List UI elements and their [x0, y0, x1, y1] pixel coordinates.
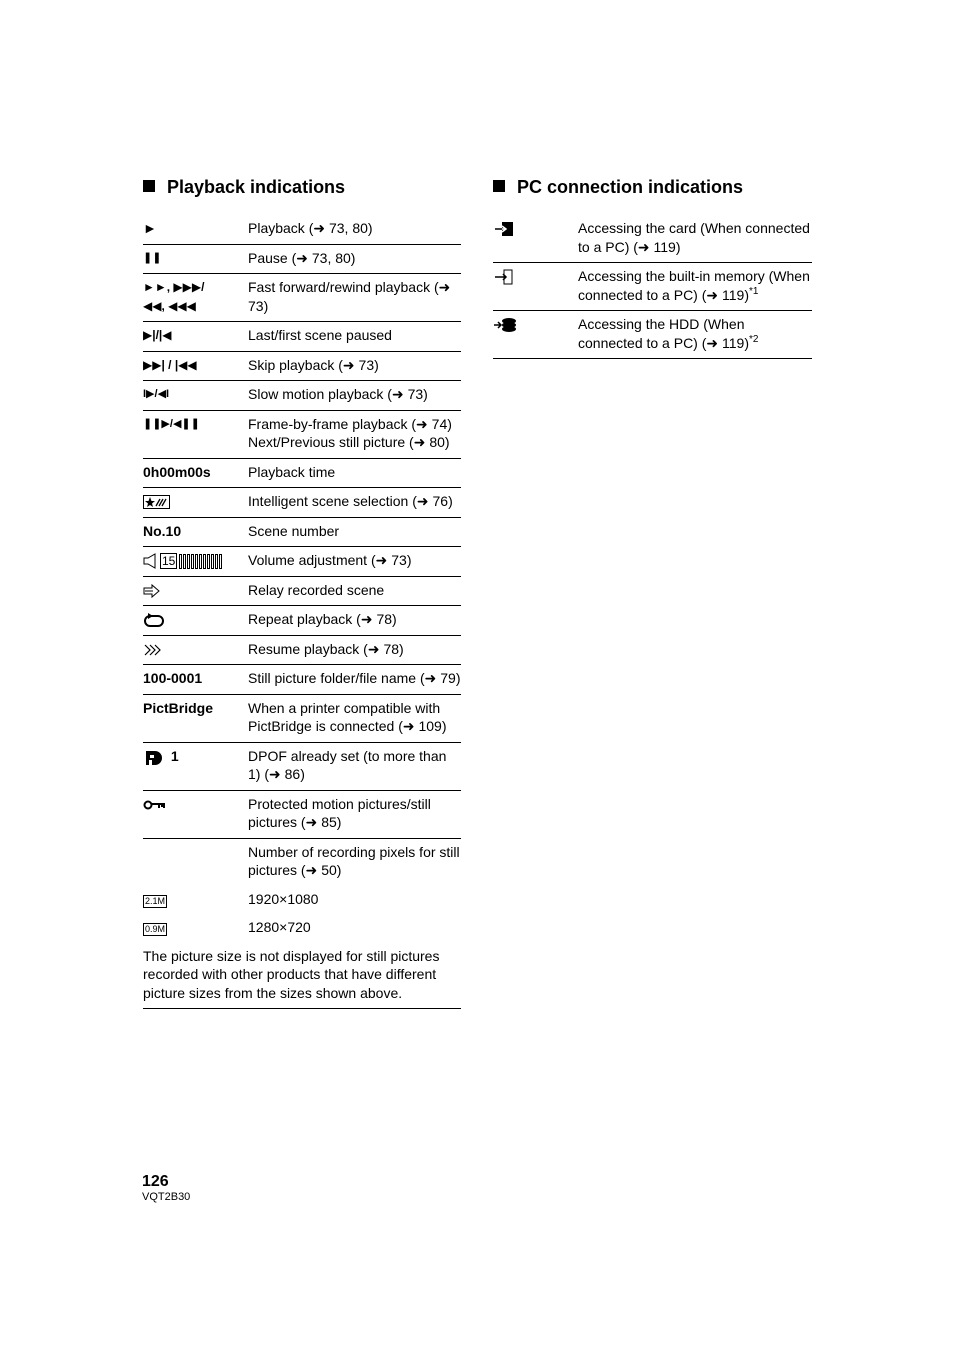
table-row: Intelligent scene selection (➜ 76) — [143, 488, 461, 518]
picture-size-note: The picture size is not displayed for still pictures recorded with other products that have different picture sizes from the sizes shown above. — [143, 943, 461, 1010]
square-bullet-icon — [143, 180, 155, 192]
pictbridge-label: PictBridge — [143, 699, 214, 716]
table-row: ► Playback (➜ 73, 80) — [143, 215, 461, 245]
table-row: 0.9M 1280×720 — [145, 919, 311, 935]
memory-access-icon — [493, 269, 515, 285]
table-row: 1 DPOF already set (to more than 1) (➜ 86) — [143, 743, 461, 791]
card-access-icon — [493, 221, 515, 237]
square-bullet-icon — [493, 180, 505, 192]
table-row: I▶/◀I Slow motion playback (➜ 73) — [143, 381, 461, 411]
document-code: VQT2B30 — [142, 1191, 191, 1203]
last-first-scene-icon: ▶|/|◀ — [143, 328, 172, 342]
table-row: Accessing the HDD (When connected to a PC) (➜ 119)$^{*2}$ — [493, 311, 812, 359]
repeat-icon — [143, 612, 165, 628]
table-row: Repeat playback (➜ 78) — [143, 606, 461, 636]
playback-time-label: 0h00m00s — [143, 463, 211, 480]
skip-icon: ▶▶| / |◀◀ — [143, 357, 197, 372]
table-row: 2.1M 1920×1080 — [145, 890, 319, 907]
intelligent-scene-icon — [143, 494, 170, 510]
table-row: ►►, ▶▶▶/ ◀◀, ◀◀◀ Fast forward/rewind playback (➜ 73) — [143, 274, 461, 322]
slow-motion-icon: I▶/◀I — [143, 388, 170, 400]
relay-icon — [143, 583, 161, 599]
table-row: ❚❚▶/◀❚❚ Frame-by-frame playback (➜ 74) Next/Previous still picture (➜ 80) — [143, 411, 461, 459]
pc-connection-heading: PC connection indications — [493, 176, 812, 198]
table-row: PictBridge When a printer compatible with PictBridge is connected (➜ 109) — [143, 695, 461, 743]
table-row: 0h00m00s Playback time — [143, 459, 461, 489]
table-row: Relay recorded scene — [143, 577, 461, 607]
folder-file-name-label: 100-0001 — [143, 670, 203, 686]
table-row: ❚❚ Pause (➜ 73, 80) — [143, 245, 461, 275]
page-number: 126 — [142, 1173, 169, 1190]
table-row: 15 Volume adjustment (➜ 73) — [143, 547, 461, 577]
table-row: Protected motion pictures/still pictures (➜ 85) — [143, 791, 461, 839]
size-2-1m-icon: 2.1M — [145, 895, 166, 906]
table-row: No.10 Scene number — [143, 518, 461, 548]
key-icon — [143, 798, 165, 812]
playback-indications-section — [143, 176, 461, 1009]
frame-by-frame-icon: ❚❚▶/◀❚❚ — [143, 417, 200, 430]
dpof-icon — [143, 749, 163, 765]
fast-forward-rewind-icon: ►►, ▶▶▶/ ◀◀, ◀◀◀ — [143, 280, 205, 313]
table-row: Number of recording pixels for still pictures (➜ 50) — [248, 843, 460, 878]
pc-connection-section — [493, 176, 812, 359]
volume-level-bars — [179, 552, 223, 568]
volume-icon — [143, 553, 160, 569]
table-row: Resume playback (➜ 78) — [143, 636, 461, 666]
hdd-access-icon — [493, 317, 517, 333]
scene-number-label: No.10 — [143, 522, 182, 539]
resume-icon — [143, 642, 161, 658]
pause-icon: ❚❚ — [143, 251, 162, 264]
table-row: ▶▶| / |◀◀ Skip playback (➜ 73) — [143, 352, 461, 382]
table-row: Accessing the built-in memory (When connected to a PC) (➜ 119)$^{*1}$ — [493, 263, 812, 311]
playback-indications-heading: Playback indications — [143, 176, 461, 198]
play-icon: ► — [143, 220, 157, 236]
table-row: 100-0001 Still picture folder/file name (➜ 79) — [143, 665, 461, 695]
table-row: Accessing the card (When connected to a PC) (➜ 119) — [493, 215, 812, 263]
size-0-9m-icon: 0.9M — [145, 924, 166, 934]
table-row: ▶|/|◀ Last/first scene paused — [143, 322, 461, 352]
